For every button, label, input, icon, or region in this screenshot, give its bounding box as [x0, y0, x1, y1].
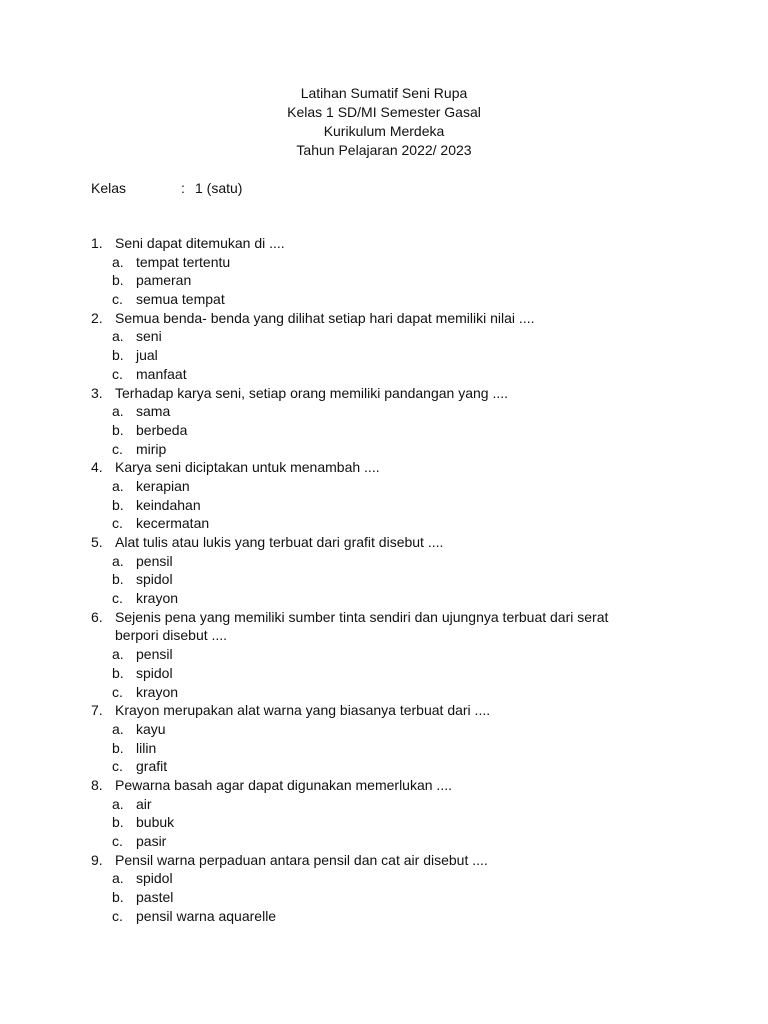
option-text: pastel — [136, 889, 174, 906]
question-list — [0, 234, 768, 925]
option-text: bubuk — [136, 814, 175, 831]
option-text: pensil — [136, 552, 173, 569]
question-2 — [0, 309, 768, 328]
kelas-colon: : — [181, 180, 185, 196]
question-number: 8. — [91, 776, 103, 793]
option-row — [0, 757, 768, 776]
question-1 — [0, 234, 768, 253]
option-row — [0, 290, 768, 309]
option-letter: a. — [112, 328, 124, 345]
option-letter: a. — [112, 870, 124, 887]
question-text: Pensil warna perpaduan antara pensil dan cat air disebut .... — [115, 851, 488, 868]
option-text: krayon — [136, 590, 179, 607]
option-row — [0, 813, 768, 832]
option-row — [0, 440, 768, 459]
option-row — [0, 514, 768, 533]
option-letter: c. — [112, 590, 123, 607]
option-text: kecermatan — [136, 515, 210, 532]
option-text: keindahan — [136, 496, 201, 513]
option-text: lilin — [136, 739, 157, 756]
question-7 — [0, 701, 768, 720]
option-row — [0, 570, 768, 589]
option-letter: b. — [112, 272, 124, 289]
option-letter: b. — [112, 664, 124, 681]
option-text: jual — [136, 347, 158, 364]
option-text: grafit — [136, 758, 168, 775]
option-letter: a. — [112, 253, 124, 270]
option-letter: a. — [112, 646, 124, 663]
question-number: 3. — [91, 384, 103, 401]
option-row — [0, 795, 768, 814]
question-number: 7. — [91, 702, 103, 719]
question-8 — [0, 776, 768, 795]
option-text: kayu — [136, 720, 166, 737]
question-number: 9. — [91, 851, 103, 868]
question-text: Karya seni diciptakan untuk menambah .... — [115, 459, 380, 476]
option-row — [0, 552, 768, 571]
option-row — [0, 907, 768, 926]
option-text: spidol — [136, 571, 173, 588]
question-6 — [0, 608, 768, 645]
option-letter: b. — [112, 421, 124, 438]
option-letter: c. — [112, 440, 123, 457]
option-row — [0, 664, 768, 683]
option-text: semua tempat — [136, 291, 225, 308]
header-curriculum: Kurikulum Merdeka — [323, 123, 445, 139]
question-text: Alat tulis atau lukis yang terbuat dari grafit disebut .... — [115, 534, 444, 550]
question-text: Terhadap karya seni, setiap orang memiliki pandangan yang .... — [115, 384, 509, 401]
option-letter: a. — [112, 795, 124, 812]
option-letter: b. — [112, 571, 124, 588]
option-row — [0, 739, 768, 758]
option-letter: b. — [112, 496, 124, 513]
option-text: spidol — [136, 664, 173, 681]
option-letter: b. — [112, 814, 124, 831]
option-row — [0, 253, 768, 272]
question-text: Krayon merupakan alat warna yang biasanya terbuat dari .... — [115, 702, 491, 719]
option-text: berbeda — [136, 421, 188, 438]
option-text: pensil — [136, 646, 173, 663]
option-row — [0, 683, 768, 702]
question-number: 2. — [91, 309, 103, 326]
option-row — [0, 477, 768, 496]
option-text: sama — [136, 403, 171, 420]
kelas-label: Kelas — [91, 180, 127, 196]
option-text: krayon — [136, 683, 179, 700]
option-letter: b. — [112, 347, 124, 364]
option-text: pensil warna aquarelle — [136, 907, 277, 924]
option-text: pameran — [136, 272, 192, 289]
option-row — [0, 402, 768, 421]
header-school-year: Tahun Pelajaran 2022/ 2023 — [296, 142, 472, 158]
option-text: spidol — [136, 870, 173, 887]
question-text: Seni dapat ditemukan di .... — [115, 235, 285, 251]
question-4 — [0, 458, 768, 477]
question-5 — [0, 533, 768, 552]
option-row — [0, 888, 768, 907]
option-letter: a. — [112, 477, 124, 494]
option-letter: c. — [112, 758, 123, 775]
option-letter: a. — [112, 720, 124, 737]
option-row — [0, 832, 768, 851]
option-row — [0, 645, 768, 664]
option-letter: a. — [112, 552, 124, 569]
option-text: air — [136, 795, 152, 812]
option-text: mirip — [136, 440, 167, 457]
option-row — [0, 589, 768, 608]
option-text: manfaat — [136, 365, 187, 382]
option-letter: c. — [112, 291, 123, 308]
option-row — [0, 271, 768, 290]
header-title: Latihan Sumatif Seni Rupa — [300, 85, 468, 101]
question-number: 6. — [91, 608, 103, 625]
question-number: 1. — [91, 235, 103, 251]
option-letter: c. — [112, 515, 123, 532]
option-text: seni — [136, 328, 162, 345]
option-row — [0, 346, 768, 365]
option-row — [0, 496, 768, 515]
option-row — [0, 421, 768, 440]
option-letter: c. — [112, 683, 123, 700]
question-number: 5. — [91, 534, 103, 550]
question-number: 4. — [91, 459, 103, 476]
question-text: Pewarna basah agar dapat digunakan memerlukan .... — [115, 776, 452, 793]
question-text: Semua benda- benda yang dilihat setiap hari dapat memiliki nilai .... — [115, 309, 535, 326]
option-letter: a. — [112, 403, 124, 420]
option-letter: c. — [112, 833, 123, 850]
option-row — [0, 327, 768, 346]
option-letter: c. — [112, 365, 123, 382]
document-header — [0, 84, 768, 160]
option-row — [0, 869, 768, 888]
option-letter: c. — [112, 907, 123, 924]
question-3 — [0, 384, 768, 403]
header-class-semester: Kelas 1 SD/MI Semester Gasal — [287, 104, 481, 120]
option-row — [0, 720, 768, 739]
option-text: kerapian — [136, 477, 190, 494]
option-text: pasir — [136, 833, 167, 850]
question-9 — [0, 851, 768, 870]
kelas-value: 1 (satu) — [195, 180, 243, 196]
option-text: tempat tertentu — [136, 253, 231, 270]
question-text: Sejenis pena yang memiliki sumber tinta sendiri dan ujungnya terbuat dari serat berpori disebut .... — [115, 608, 609, 644]
option-row — [0, 365, 768, 384]
option-letter: b. — [112, 739, 124, 756]
option-letter: b. — [112, 889, 124, 906]
